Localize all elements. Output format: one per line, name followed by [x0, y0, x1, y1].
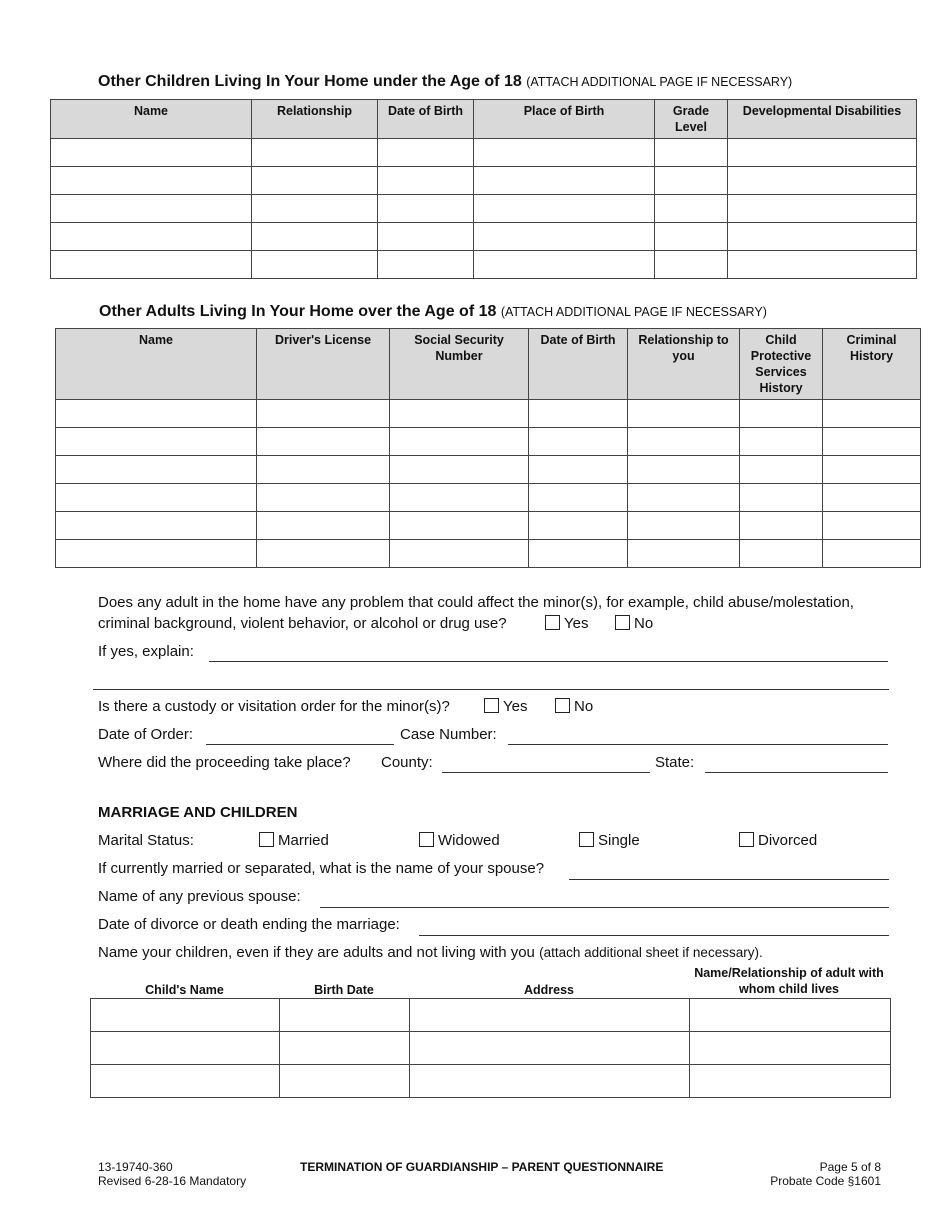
checkbox-icon[interactable]	[545, 615, 560, 630]
previous-spouse-label: Name of any previous spouse:	[98, 888, 301, 905]
table-cell-input[interactable]	[823, 540, 921, 568]
adults-header: Relationship to you	[628, 329, 740, 400]
table-cell-input[interactable]	[91, 1032, 280, 1065]
children-table-row	[51, 195, 917, 223]
marriage-heading: MARRIAGE AND CHILDREN	[98, 804, 298, 821]
kids-table-row	[91, 999, 891, 1032]
problem-yes-option[interactable]	[545, 615, 588, 632]
children-header: Date of Birth	[378, 100, 474, 139]
table-cell-input[interactable]	[252, 139, 378, 167]
children-table-row	[51, 167, 917, 195]
table-cell-input[interactable]	[390, 512, 529, 540]
table-cell-input[interactable]	[390, 400, 529, 428]
adults-header: Name	[56, 329, 257, 400]
table-cell-input[interactable]	[257, 400, 390, 428]
table-cell-input[interactable]	[740, 456, 823, 484]
table-cell-input[interactable]	[628, 400, 740, 428]
table-cell-input[interactable]	[51, 223, 252, 251]
table-cell-input[interactable]	[56, 428, 257, 456]
children-header: Developmental Disabilities	[728, 100, 917, 139]
table-cell-input[interactable]	[474, 195, 655, 223]
adults-header: Social Security Number	[390, 329, 529, 400]
married-label: Married	[278, 832, 329, 849]
county-field[interactable]	[442, 772, 650, 773]
problem-no-option[interactable]	[615, 615, 653, 632]
adults-header: Criminal History	[823, 329, 921, 400]
table-cell-input[interactable]	[628, 484, 740, 512]
revision-note: Revised 6-28-16 Mandatory	[98, 1174, 247, 1188]
table-cell-input[interactable]	[280, 1065, 410, 1098]
marital-status-label: Marital Status:	[98, 832, 194, 849]
children-table-row	[51, 223, 917, 251]
table-cell-input[interactable]	[728, 251, 917, 279]
table-cell-input[interactable]	[257, 484, 390, 512]
table-cell-input[interactable]	[529, 540, 628, 568]
checkbox-icon[interactable]	[615, 615, 630, 630]
custody-no-label: No	[574, 698, 594, 715]
table-cell-input[interactable]	[378, 195, 474, 223]
state-label: State:	[655, 754, 695, 771]
children-table-row	[51, 139, 917, 167]
custody-yes-label: Yes	[503, 698, 528, 715]
table-cell-input[interactable]	[91, 1065, 280, 1098]
proceeding-location-label: Where did the proceeding take place?	[98, 754, 351, 771]
children-section-title	[98, 73, 792, 91]
kids-header: Name/Relationship of adult with whom child lives	[694, 966, 884, 996]
table-cell-input[interactable]	[823, 512, 921, 540]
adults-header: Driver's License	[257, 329, 390, 400]
table-cell-input[interactable]	[740, 484, 823, 512]
children-header: Place of Birth	[474, 100, 655, 139]
table-cell-input[interactable]	[655, 139, 728, 167]
table-cell-input[interactable]	[51, 195, 252, 223]
table-cell-input[interactable]	[474, 251, 655, 279]
kids-header: Address	[523, 983, 575, 997]
adults-table	[55, 328, 921, 568]
table-cell-input[interactable]	[257, 428, 390, 456]
table-cell-input[interactable]	[628, 428, 740, 456]
table-cell-input[interactable]	[378, 223, 474, 251]
previous-spouse-field[interactable]	[320, 907, 889, 908]
footer-left	[98, 1160, 246, 1188]
table-cell-input[interactable]	[257, 512, 390, 540]
table-cell-input[interactable]	[823, 400, 921, 428]
spouse-field[interactable]	[569, 879, 889, 880]
table-cell-input[interactable]	[51, 251, 252, 279]
table-cell-input[interactable]	[823, 456, 921, 484]
table-cell-input[interactable]	[728, 223, 917, 251]
adults-note: (ATTACH ADDITIONAL PAGE IF NECESSARY)	[500, 305, 767, 319]
adults-header: Child Protective Services History	[740, 329, 823, 400]
children-table	[50, 99, 917, 279]
widowed-option[interactable]	[419, 832, 500, 849]
table-cell-input[interactable]	[56, 400, 257, 428]
table-cell-input[interactable]	[690, 1065, 891, 1098]
adults-title-text: Other Adults Living In Your Home over the Age of 18	[99, 303, 497, 320]
table-cell-input[interactable]	[56, 540, 257, 568]
table-cell-input[interactable]	[529, 400, 628, 428]
checkbox-icon[interactable]	[259, 832, 274, 847]
table-cell-input[interactable]	[690, 1032, 891, 1065]
checkbox-icon[interactable]	[484, 698, 499, 713]
problem-question-line2: criminal background, violent behavior, or alcohol or drug use?	[98, 615, 507, 632]
kids-header: Child's Name	[145, 983, 224, 997]
divorced-label: Divorced	[758, 832, 818, 849]
adults-section-title	[99, 303, 767, 321]
divorce-date-label: Date of divorce or death ending the marriage:	[98, 916, 400, 933]
children-table-row	[51, 251, 917, 279]
adults-table-row	[56, 540, 921, 568]
custody-question: Is there a custody or visitation order for the minor(s)?	[98, 698, 450, 715]
adults-table-row	[56, 484, 921, 512]
children-instruction-text: Name your children, even if they are adults and not living with you	[98, 944, 535, 961]
table-cell-input[interactable]	[529, 484, 628, 512]
table-cell-input[interactable]	[410, 999, 690, 1032]
table-cell-input[interactable]	[655, 251, 728, 279]
table-cell-input[interactable]	[823, 484, 921, 512]
table-cell-input[interactable]	[51, 139, 252, 167]
table-cell-input[interactable]	[378, 251, 474, 279]
table-cell-input[interactable]	[56, 456, 257, 484]
table-cell-input[interactable]	[728, 195, 917, 223]
case-number-label: Case Number:	[400, 726, 497, 743]
spouse-label: If currently married or separated, what is the name of your spouse?	[98, 860, 545, 877]
children-note: (ATTACH ADDITIONAL PAGE IF NECESSARY)	[526, 75, 793, 89]
date-of-order-field[interactable]	[206, 744, 394, 745]
single-label: Single	[598, 832, 640, 849]
table-cell-input[interactable]	[655, 195, 728, 223]
checkbox-icon[interactable]	[419, 832, 434, 847]
widowed-label: Widowed	[438, 832, 500, 849]
children-header: Relationship	[252, 100, 378, 139]
table-cell-input[interactable]	[728, 139, 917, 167]
form-number: 13-19740-360	[98, 1160, 173, 1174]
children-header: Grade Level	[655, 100, 728, 139]
table-cell-input[interactable]	[56, 484, 257, 512]
custody-no-option[interactable]	[555, 698, 593, 715]
children-title-text: Other Children Living In Your Home under the Age of 18	[98, 73, 522, 90]
table-cell-input[interactable]	[390, 428, 529, 456]
table-cell-input[interactable]	[252, 251, 378, 279]
kids-table-row	[91, 1032, 891, 1065]
table-cell-input[interactable]	[257, 456, 390, 484]
table-cell-input[interactable]	[257, 540, 390, 568]
table-cell-input[interactable]	[628, 456, 740, 484]
table-cell-input[interactable]	[474, 167, 655, 195]
date-of-order-label: Date of Order:	[98, 726, 194, 743]
table-cell-input[interactable]	[252, 167, 378, 195]
table-cell-input[interactable]	[823, 428, 921, 456]
table-cell-input[interactable]	[474, 223, 655, 251]
custody-yes-option[interactable]	[484, 698, 527, 715]
table-cell-input[interactable]	[740, 540, 823, 568]
table-cell-input[interactable]	[529, 456, 628, 484]
explain-label: If yes, explain:	[98, 643, 194, 660]
table-cell-input[interactable]	[628, 512, 740, 540]
table-cell-input[interactable]	[56, 512, 257, 540]
table-cell-input[interactable]	[410, 1032, 690, 1065]
table-cell-input[interactable]	[390, 540, 529, 568]
table-cell-input[interactable]	[51, 167, 252, 195]
explain-field-continued[interactable]	[93, 689, 889, 690]
children-instruction	[98, 944, 763, 961]
problem-question-line1: Does any adult in the home have any problem that could affect the minor(s), for example, child abuse/molestation,	[98, 594, 854, 611]
problem-yes-label: Yes	[564, 615, 589, 632]
married-option[interactable]	[259, 832, 329, 849]
adults-header: Date of Birth	[529, 329, 628, 400]
children-header: Name	[51, 100, 252, 139]
adults-table-row	[56, 428, 921, 456]
table-cell-input[interactable]	[740, 512, 823, 540]
adults-table-row	[56, 512, 921, 540]
table-cell-input[interactable]	[740, 428, 823, 456]
table-cell-input[interactable]	[91, 999, 280, 1032]
kids-table-row	[91, 1065, 891, 1098]
table-cell-input[interactable]	[628, 540, 740, 568]
explain-field[interactable]	[209, 661, 888, 662]
table-cell-input[interactable]	[378, 167, 474, 195]
probate-code: Probate Code §1601	[770, 1174, 881, 1188]
kids-table	[90, 998, 891, 1098]
table-cell-input[interactable]	[474, 139, 655, 167]
checkbox-icon[interactable]	[739, 832, 754, 847]
single-option[interactable]	[579, 832, 640, 849]
checkbox-icon[interactable]	[555, 698, 570, 713]
table-cell-input[interactable]	[728, 167, 917, 195]
case-number-field[interactable]	[508, 744, 888, 745]
problem-no-label: No	[634, 615, 654, 632]
adults-table-row	[56, 456, 921, 484]
form-title: TERMINATION OF GUARDIANSHIP – PARENT QUESTIONNAIRE	[300, 1160, 664, 1174]
table-cell-input[interactable]	[529, 428, 628, 456]
table-cell-input[interactable]	[529, 512, 628, 540]
kids-header: Birth Date	[314, 983, 374, 997]
table-cell-input[interactable]	[378, 139, 474, 167]
table-cell-input[interactable]	[252, 223, 378, 251]
divorce-date-field[interactable]	[419, 935, 889, 936]
table-cell-input[interactable]	[252, 195, 378, 223]
table-cell-input[interactable]	[390, 456, 529, 484]
state-field[interactable]	[705, 772, 888, 773]
table-cell-input[interactable]	[655, 167, 728, 195]
county-label: County:	[381, 754, 433, 771]
table-cell-input[interactable]	[655, 223, 728, 251]
footer-right	[720, 1160, 881, 1188]
table-cell-input[interactable]	[390, 484, 529, 512]
table-cell-input[interactable]	[740, 400, 823, 428]
table-cell-input[interactable]	[410, 1065, 690, 1098]
checkbox-icon[interactable]	[579, 832, 594, 847]
divorced-option[interactable]	[739, 832, 817, 849]
table-cell-input[interactable]	[280, 1032, 410, 1065]
page-number: Page 5 of 8	[819, 1160, 881, 1174]
children-instruction-note: (attach additional sheet if necessary).	[539, 945, 763, 960]
table-cell-input[interactable]	[280, 999, 410, 1032]
adults-table-row	[56, 400, 921, 428]
table-cell-input[interactable]	[690, 999, 891, 1032]
